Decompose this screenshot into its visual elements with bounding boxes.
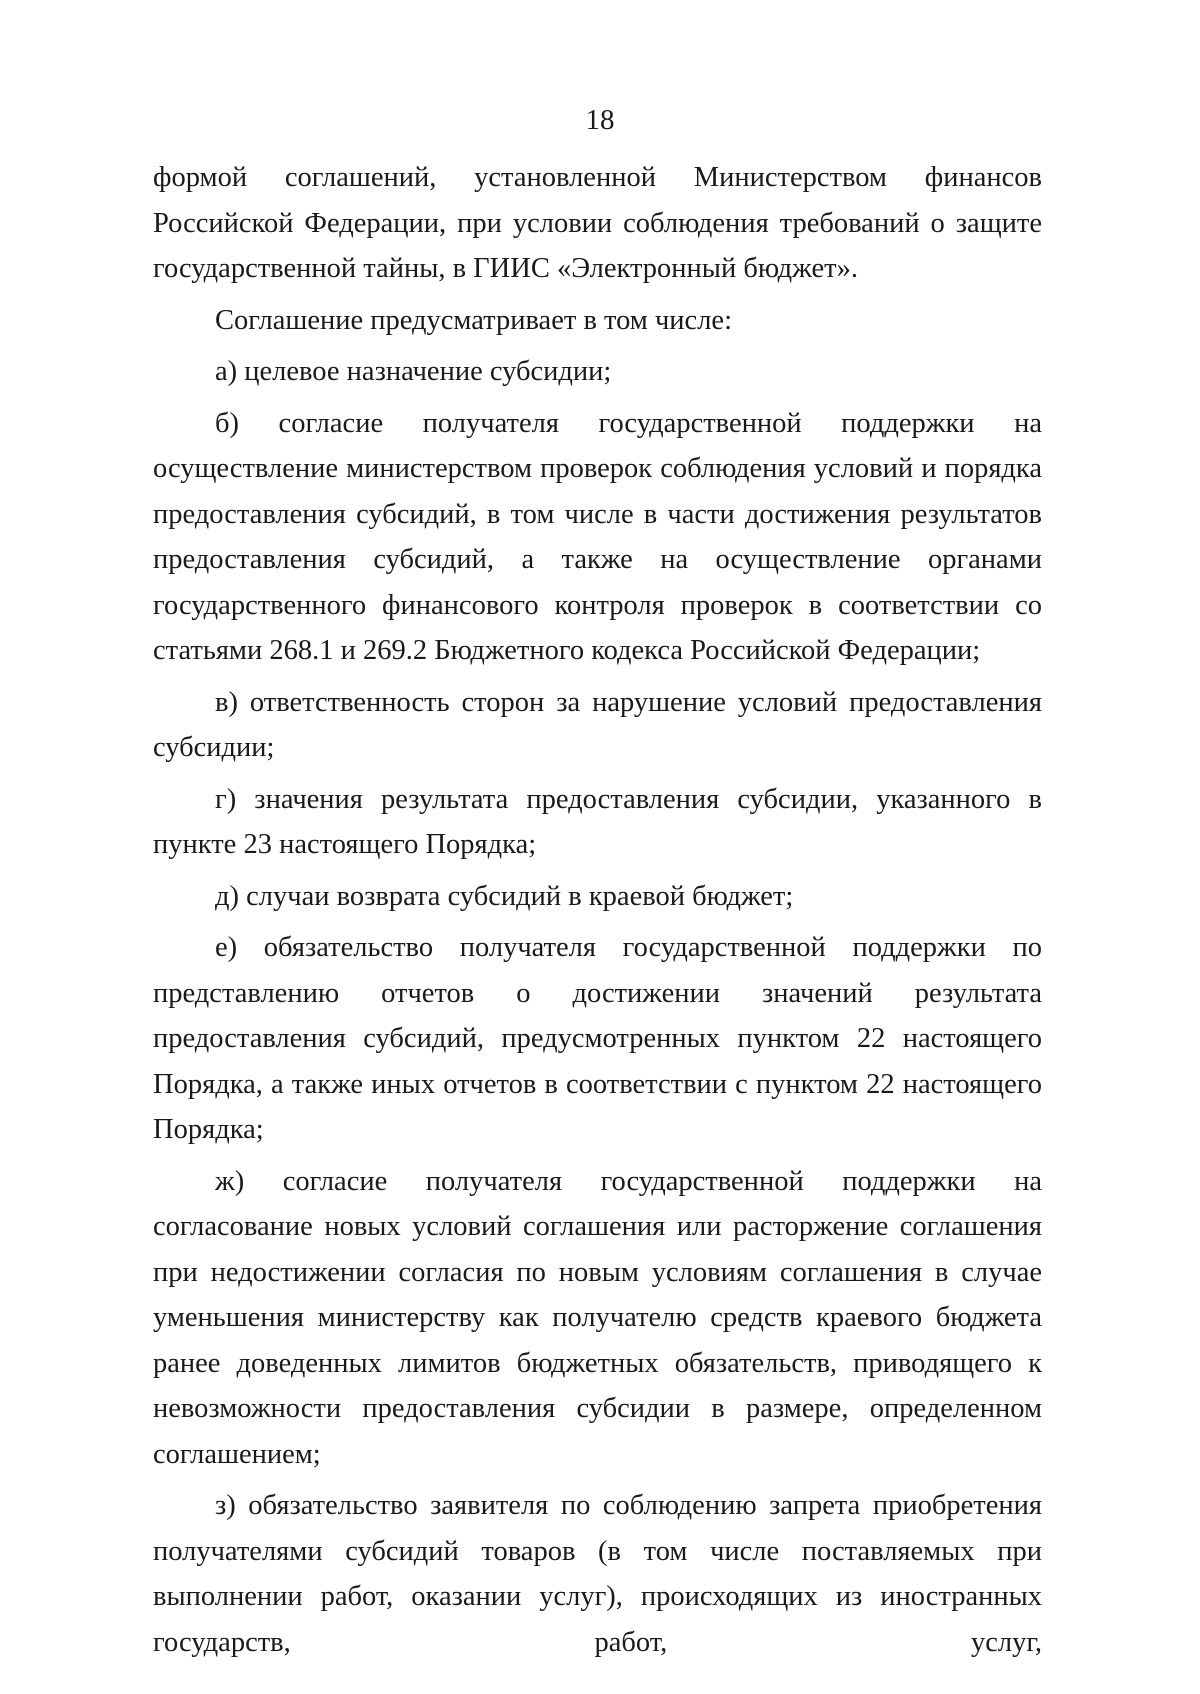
- paragraph-agreement-intro: Соглашение предусматривает в том числе:: [215, 304, 732, 336]
- list-item-zh: ж) согласие получателя государственной поддержки на согласование новых условий соглашения или расторжение соглашения при недостижении согласия по новым условиям соглашения в случае уменьшения министерству как получателю средств краевого бюджета ранее доведенных лимитов бюджетных обязательств, приводящего к невозможности предоставления субсидии в размере, определенном соглашением;: [153, 1165, 1042, 1470]
- page-number: 18: [585, 104, 615, 136]
- list-item-a: а) целевое назначение субсидии;: [215, 356, 612, 387]
- list-item-b: б) согласие получателя государственной поддержки на осуществление министерством проверок соблюдения условий и порядка предоставления субсидий, в том числе в части достижения результатов предоставления субсидий, а также на осуществление органами государственного финансового контроля проверок в соответствии со статьями 268.1 и 269.2 Бюджетного кодекса Российской Федерации;: [153, 407, 1042, 666]
- list-item-v: в) ответственность сторон за нарушение условий предоставления субсидии;: [153, 686, 1042, 763]
- paragraph-continuation: формой соглашений, установленной Министерством финансов Российской Федерации, при условии соблюдения требований о защите государственной тайны, в ГИИС «Электронный бюджет».: [153, 162, 1042, 284]
- list-item-g: г) значения результата предоставления субсидии, указанного в пункте 23 настоящего Порядка;: [153, 783, 1042, 860]
- list-item-z: з) обязательство заявителя по соблюдению запрета приобретения получателями субсидий товаров (в том числе поставляемых при выполнении работ, оказании услуг), происходящих из иностранных государств, работ, услуг,: [153, 1490, 1042, 1658]
- list-item-e: е) обязательство получателя государственной поддержки по представлению отчетов о достижении значений результата предоставления субсидий, предусмотренных пунктом 22 настоящего Порядка, а также иных отчетов в соответствии с пунктом 22 настоящего Порядка;: [153, 932, 1042, 1145]
- document-body: [153, 155, 1042, 1671]
- list-item-d: д) случаи возврата субсидий в краевой бюджет;: [215, 880, 794, 912]
